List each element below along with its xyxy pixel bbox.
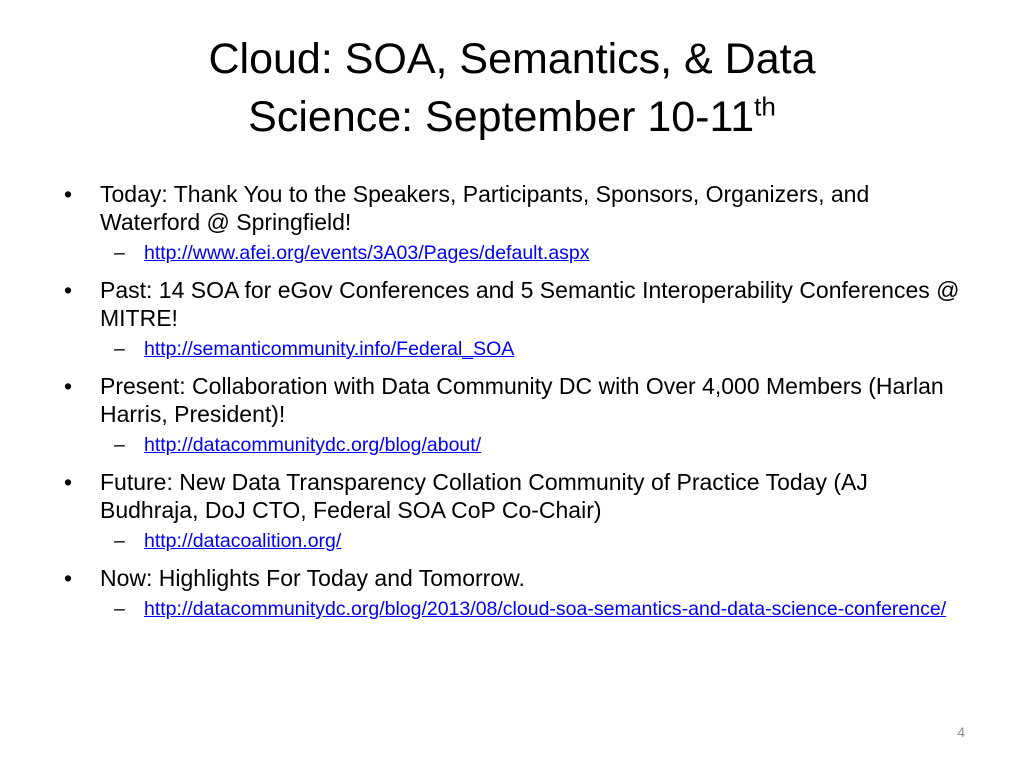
link-federal-soa[interactable]: http://semanticommunity.info/Federal_SOA	[144, 338, 515, 360]
bullet-icon: •	[64, 277, 73, 303]
link-datacommunitydc-about[interactable]: http://datacommunitydc.org/blog/about/	[144, 434, 482, 456]
bullet-icon: •	[64, 565, 73, 591]
dash-icon: –	[114, 530, 125, 552]
dash-icon: –	[114, 242, 125, 264]
sub-list-item	[64, 433, 969, 458]
list-item-text: Past: 14 SOA for eGov Conferences and 5 Semantic Interoperability Conferences @ MITRE!	[100, 277, 960, 331]
sub-list-item	[64, 529, 969, 554]
title-line-1: Cloud: SOA, Semantics, & Data	[208, 35, 816, 83]
bullet-icon: •	[64, 373, 73, 399]
bullet-list	[64, 180, 969, 632]
sub-list-item	[64, 597, 969, 622]
list-item-text: Present: Collaboration with Data Community DC with Over 4,000 Members (Harlan Harris, President)!	[100, 373, 944, 427]
page-number: 4	[957, 724, 965, 740]
sub-list-item	[64, 241, 969, 266]
page-title	[60, 30, 964, 146]
dash-icon: –	[114, 598, 125, 620]
list-item	[64, 276, 969, 332]
title-superscript: th	[754, 91, 776, 122]
list-item	[64, 468, 969, 524]
title-line-2	[60, 88, 964, 146]
sub-list-item	[64, 337, 969, 362]
bullet-icon: •	[64, 469, 73, 495]
link-conference-blog[interactable]: http://datacommunitydc.org/blog/2013/08/cloud-soa-semantics-and-data-science-conference/	[144, 598, 947, 620]
title-line-2-text: Science: September 10-11	[248, 93, 755, 141]
list-item	[64, 564, 969, 592]
list-item-text: Today: Thank You to the Speakers, Participants, Sponsors, Organizers, and Waterford @ Springfield!	[100, 181, 870, 235]
dash-icon: –	[114, 434, 125, 456]
link-afei-event[interactable]: http://www.afei.org/events/3A03/Pages/default.aspx	[144, 242, 590, 264]
bullet-icon: •	[64, 181, 73, 207]
list-item	[64, 372, 969, 428]
list-item-text: Future: New Data Transparency Collation Community of Practice Today (AJ Budhraja, DoJ CTO, Federal SOA CoP Co-Chair)	[100, 469, 868, 523]
list-item	[64, 180, 969, 236]
link-datacoalition[interactable]: http://datacoalition.org/	[144, 530, 342, 552]
dash-icon: –	[114, 338, 125, 360]
list-item-text: Now: Highlights For Today and Tomorrow.	[100, 565, 525, 591]
